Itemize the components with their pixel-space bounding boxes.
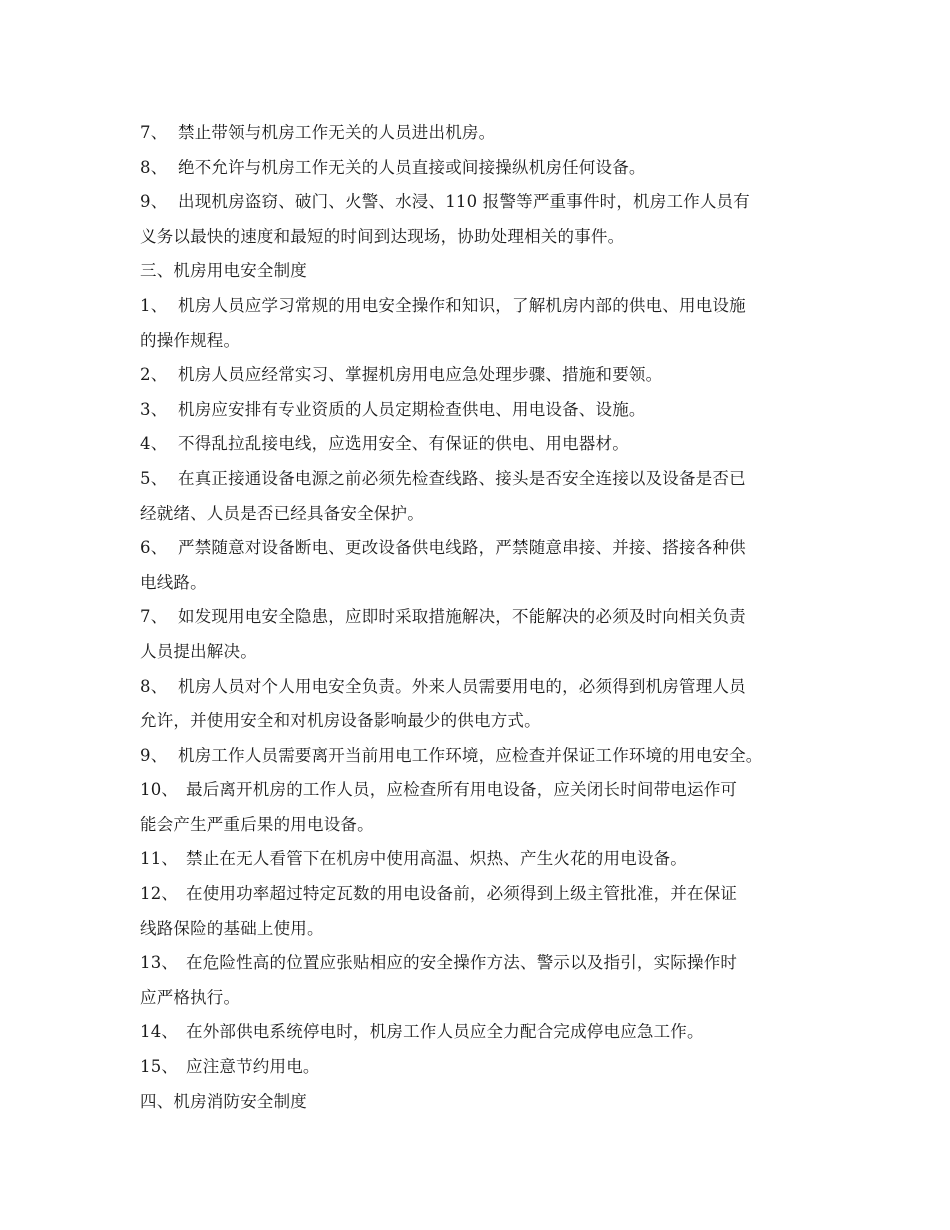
line-text: 在危险性高的位置应张贴相应的安全操作方法、警示以及指引，实际操作时 <box>186 953 738 973</box>
doc-line <box>140 531 820 566</box>
item-number: 4、 <box>140 434 168 454</box>
doc-line <box>140 739 820 774</box>
item-number: 15、 <box>140 1057 179 1077</box>
line-text: 能会产生严重后果的用电设备。 <box>140 814 374 834</box>
doc-line <box>140 185 820 220</box>
line-text: 不得乱拉乱接电线，应选用安全、有保证的供电、用电器材。 <box>178 434 629 454</box>
line-text: 应严格执行。 <box>140 987 241 1007</box>
line-text: 机房工作人员需要离开当前用电工作环境，应检查并保证工作环境的用电安全。 <box>178 745 763 765</box>
item-number: 7、 <box>140 123 168 142</box>
line-text: 出现机房盗窃、破门、火警、水浸、110 报警等严重事件时，机房工作人员有 <box>178 192 750 212</box>
doc-line-continuation <box>140 497 820 532</box>
section-heading <box>140 254 820 289</box>
item-number: 3、 <box>140 399 168 419</box>
line-text: 允许，并使用安全和对机房设备影响最少的供电方式。 <box>140 711 541 731</box>
line-text: 在外部供电系统停电时，机房工作人员应全力配合完成停电应急工作。 <box>186 1022 704 1042</box>
item-number: 9、 <box>140 745 168 765</box>
line-text: 机房人员应学习常规的用电安全操作和知识，了解机房内部的供电、用电设施 <box>178 295 746 315</box>
line-text: 线路保险的基础上使用。 <box>140 918 324 938</box>
line-text: 经就绪、人员是否已经具备安全保护。 <box>140 503 424 523</box>
item-number: 13、 <box>140 953 179 973</box>
line-text: 在使用功率超过特定瓦数的用电设备前，必须得到上级主管批准，并在保证 <box>186 884 738 904</box>
doc-line-continuation <box>140 220 820 255</box>
doc-line-continuation <box>140 635 820 670</box>
line-text: 绝不允许与机房工作无关的人员直接或间接操纵机房任何设备。 <box>178 157 646 177</box>
item-number: 14、 <box>140 1022 179 1042</box>
item-number: 2、 <box>140 365 168 385</box>
doc-line <box>140 877 820 912</box>
line-text: 义务以最快的速度和最短的时间到达现场，协助处理相关的事件。 <box>140 226 625 246</box>
item-number: 1、 <box>140 295 168 315</box>
doc-line-continuation <box>140 566 820 601</box>
line-text: 最后离开机房的工作人员，应检查所有用电设备，应关闭长时间带电运作可 <box>186 780 738 800</box>
line-text: 应注意节约用电。 <box>186 1057 320 1077</box>
doc-line <box>140 946 820 981</box>
doc-line <box>140 670 820 705</box>
line-text: 如发现用电安全隐患，应即时采取措施解决，不能解决的必须及时向相关负责 <box>178 607 746 627</box>
item-number: 10、 <box>140 780 179 800</box>
line-text: 机房应安排有专业资质的人员定期检查供电、用电设备、设施。 <box>178 399 646 419</box>
document-body <box>140 116 820 1119</box>
doc-line <box>140 1050 820 1085</box>
doc-line <box>140 600 820 635</box>
doc-line <box>140 116 820 151</box>
line-text: 禁止带领与机房工作无关的人员进出机房。 <box>178 123 496 142</box>
doc-line <box>140 358 820 393</box>
section-heading-text: 四、机房消防安全制度 <box>140 1091 307 1111</box>
doc-line <box>140 393 820 428</box>
line-text: 机房人员对个人用电安全负责。外来人员需要用电的，必须得到机房管理人员 <box>178 676 746 696</box>
doc-line <box>140 773 820 808</box>
line-text: 电线路。 <box>140 572 207 592</box>
line-text: 禁止在无人看管下在机房中使用高温、炽热、产生火花的用电设备。 <box>186 849 687 869</box>
doc-line-continuation <box>140 912 820 947</box>
item-number: 6、 <box>140 538 168 558</box>
line-text: 严禁随意对设备断电、更改设备供电线路，严禁随意串接、并接、搭接各种供 <box>178 538 746 558</box>
line-text: 的操作规程。 <box>140 330 241 350</box>
item-number: 5、 <box>140 468 168 488</box>
section-heading-text: 三、机房用电安全制度 <box>140 261 307 281</box>
doc-line <box>140 289 820 324</box>
item-number: 9、 <box>140 192 168 212</box>
item-number: 8、 <box>140 676 168 696</box>
section-heading <box>140 1085 820 1120</box>
doc-line-continuation <box>140 704 820 739</box>
doc-line <box>140 151 820 186</box>
doc-line <box>140 842 820 877</box>
doc-line <box>140 462 820 497</box>
doc-line-continuation <box>140 981 820 1016</box>
item-number: 12、 <box>140 884 179 904</box>
item-number: 8、 <box>140 157 168 177</box>
line-text: 机房人员应经常实习、掌握机房用电应急处理步骤、措施和要领。 <box>178 365 663 385</box>
doc-line <box>140 427 820 462</box>
doc-line-continuation <box>140 808 820 843</box>
item-number: 7、 <box>140 607 168 627</box>
doc-line-continuation <box>140 324 820 359</box>
item-number: 11、 <box>140 849 179 869</box>
doc-line <box>140 1015 820 1050</box>
line-text: 人员提出解决。 <box>140 641 257 661</box>
line-text: 在真正接通设备电源之前必须先检查线路、接头是否安全连接以及设备是否已 <box>178 468 746 488</box>
